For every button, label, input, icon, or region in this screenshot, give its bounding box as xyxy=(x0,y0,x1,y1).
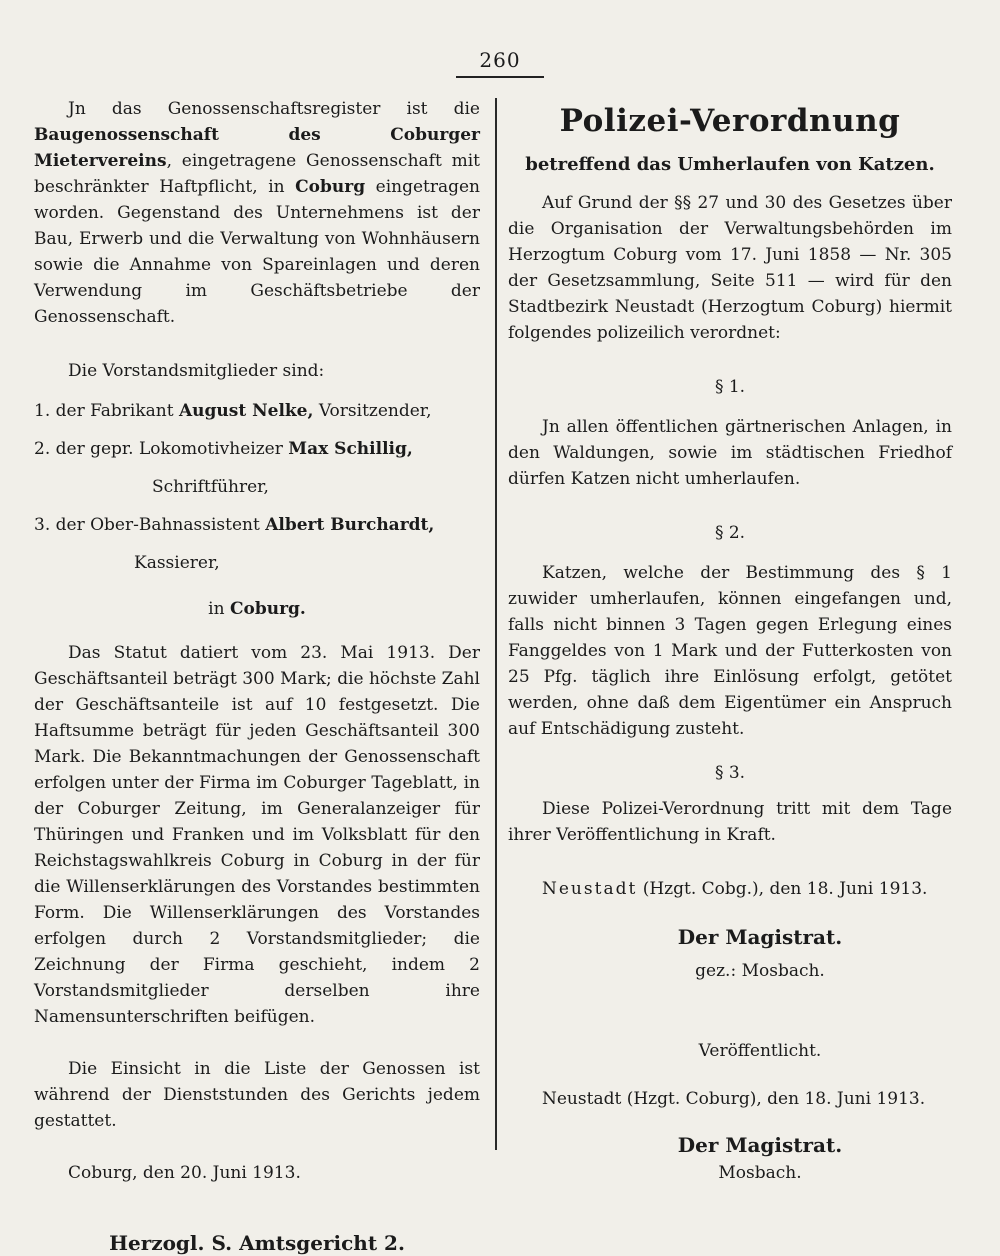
signer-name: Mosbach. xyxy=(718,1163,802,1183)
section-3-text: Diese Polizei-Verordnung tritt mit dem Tage ihrer Veröffentlichung in Kraft. xyxy=(508,799,952,845)
register-entry-paragraph xyxy=(34,96,480,330)
member-title: 3. der Ober-Bahnassistent xyxy=(34,515,266,535)
left-date-line: Coburg, den 20. Juni 1913. xyxy=(68,1163,301,1183)
board-member-1 xyxy=(34,398,480,424)
right-column xyxy=(508,96,952,1186)
place-line xyxy=(34,596,480,622)
register-place: Coburg xyxy=(295,177,366,197)
section-2-mark: § 2. xyxy=(714,523,746,543)
published-note: Veröffentlicht. xyxy=(698,1041,822,1061)
board-member-2 xyxy=(34,436,480,462)
register-text-intro: Jn das Genossenschaftsregister ist die xyxy=(68,99,480,119)
column-divider xyxy=(495,98,497,1150)
date-rest: (Hzgt. Cobg.), den 18. Juni 1913. xyxy=(637,879,928,899)
statute-paragraph: Das Statut datiert vom 23. Mai 1913. Der Geschäftsanteil beträgt 300 Mark; die höchste Zahl der Geschäftsanteile ist auf 10 festgesetzt. Die Haftsumme beträgt für jeden Geschäftsanteil 300 Mark. Die Bekanntmachungen der Genossenschaft erfolgen unter der Firma im Coburger Tageblatt, in der Coburger Zeitung, im Generalanzeiger für Thüringen und Franken und im Volksblatt für den Reichstagswahlkreis Coburg in Coburg in der für die Willenserklärungen des Vorstandes bestimmten Form. Die Willenserklärungen des Vorstandes erfolgen durch 2 Vorstandsmitglieder; die Zeichnung der Firma geschieht, indem 2 Vorstandsmitglieder derselben ihre Namensunterschriften beifügen. xyxy=(34,643,480,1027)
right-date-line-2: Neustadt (Hzgt. Coburg), den 18. Juni 1913. xyxy=(542,1089,926,1109)
court-signature: Herzogl. S. Amtsgericht 2. xyxy=(109,1231,405,1255)
register-text-mid: , eingetragene Genossenschaft mit beschränkter Haftpflicht, in xyxy=(34,151,480,197)
member-title: 2. der gepr. Lokomotivheizer xyxy=(34,439,289,459)
member-role: Vorsitzender, xyxy=(313,401,432,421)
section-1-mark: § 1. xyxy=(714,377,746,397)
member-name: August Nelke, xyxy=(178,401,314,421)
section-3-mark: § 3. xyxy=(714,763,746,783)
page-number: 260 xyxy=(479,48,521,72)
board-member-3-role: Kassierer, xyxy=(134,553,220,573)
place-prefix: in xyxy=(208,599,230,619)
page-number-rule xyxy=(456,76,544,78)
section-2-text: Katzen, welche der Bestimmung des § 1 zuwider umherlaufen, können eingefangen und, falls nicht binnen 3 Tagen gegen Erlegung eines Fanggeldes von 1 Mark und der Futterkosten von 25 Pfg. täglich ihre Einlösung erfolgt, getötet werden, ohne daß dem Eigentümer ein Anspruch auf Entschädigung zusteht. xyxy=(508,563,952,739)
board-member-3 xyxy=(34,512,480,538)
cooperative-name: Baugenossenschaft des Coburger Mietervereins xyxy=(34,125,480,171)
date-place: Neustadt xyxy=(542,879,638,899)
magistrate-signature-1: Der Magistrat. xyxy=(677,925,843,949)
member-name: Albert Burchardt, xyxy=(265,515,435,535)
magistrate-signature-2: Der Magistrat. xyxy=(677,1133,843,1157)
signed-by: gez.: Mosbach. xyxy=(695,961,825,981)
ordinance-title: Polizei-Verordnung xyxy=(559,103,901,139)
place-name: Coburg. xyxy=(229,599,306,619)
right-date-line-1 xyxy=(508,876,952,902)
register-text-purpose: eingetragen worden. Gegenstand des Unternehmens ist der Bau, Erwerb und die Verwaltung von Wohnhäusern sowie die Annahme von Spareinlagen und deren Verwendung im Geschäftsbetriebe der Genossenschaft. xyxy=(34,177,481,327)
member-name: Max Schillig, xyxy=(288,439,413,459)
board-intro: Die Vorstandsmitglieder sind: xyxy=(68,361,325,381)
section-1-text: Jn allen öffentlichen gärtnerischen Anlagen, in den Waldungen, sowie im städtischen Friedhof dürfen Katzen nicht umherlaufen. xyxy=(508,417,952,489)
ordinance-subtitle: betreffend das Umherlaufen von Katzen. xyxy=(525,154,935,175)
member-title: 1. der Fabrikant xyxy=(34,401,179,421)
ordinance-intro: Auf Grund der §§ 27 und 30 des Gesetzes über die Organisation der Verwaltungsbehörden im Herzogtum Coburg vom 17. Juni 1858 — Nr. 305 der Gesetzsammlung, Seite 511 — wird für den Stadtbezirk Neustadt (Herzogtum Coburg) hiermit folgendes polizeilich verordnet: xyxy=(508,193,952,343)
inspection-paragraph: Die Einsicht in die Liste der Genossen ist während der Dienststunden des Gerichts jedem gestattet. xyxy=(34,1059,480,1131)
board-member-2-role: Schriftführer, xyxy=(152,477,269,497)
left-column xyxy=(34,96,480,1256)
